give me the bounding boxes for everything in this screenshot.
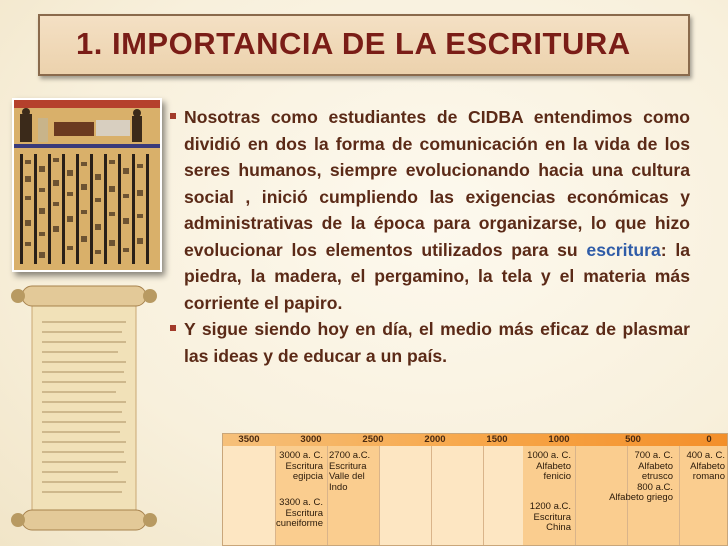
timeline-gridline xyxy=(431,446,432,546)
timeline-entry-etrusco: 700 a. C. Alfabeto etrusco 800 a.C. Alfabeto griego xyxy=(609,450,673,503)
timeline-entry-egipcia: 3000 a. C. Escritura egipcia xyxy=(279,450,323,482)
body-text xyxy=(184,104,690,369)
timeline-entry-romano: 400 a. C. Alfabeto romano xyxy=(686,450,725,482)
bullet-icon xyxy=(170,113,176,119)
timeline-year: 3000 xyxy=(300,434,322,445)
writing-timeline xyxy=(222,433,728,546)
timeline-year: 2000 xyxy=(424,434,446,445)
escritura-link[interactable]: escritura xyxy=(586,239,661,260)
parchment-scroll-image xyxy=(6,278,158,540)
timeline-entry-china: 1200 a.C. Escritura China xyxy=(529,501,571,533)
title-banner xyxy=(38,14,690,76)
bullet-icon xyxy=(170,325,176,331)
timeline-gridline xyxy=(379,446,380,546)
timeline-year: 2500 xyxy=(362,434,384,445)
timeline-gridline xyxy=(327,446,328,546)
page-title: 1. IMPORTANCIA DE LA ESCRITURA xyxy=(76,26,631,61)
timeline-entry-cuneiforme: 3300 a. C. Escritura cuneiforme xyxy=(276,497,323,529)
paragraph-2 xyxy=(184,316,690,369)
paragraph-2-text: Y sigue siendo hoy en día, el medio más eficaz de plasmar las ideas y de educar a un país. xyxy=(184,319,690,366)
paragraph-1-text: Nosotras como estudiantes de CIDBA entendimos como dividió en dos la forma de comunicación en la vida de los seres humanos, siempre evolucionando hacia una cultura social , inició cumpliendo las exigencias económicas y administrativas de la época para organizarse, lo que hizo evolucionar los elementos utilizados para su xyxy=(184,107,690,260)
timeline-year: 500 xyxy=(625,434,641,445)
paragraph-1-end: : la piedra, la madera, el pergamino, la tela y el materia más corriente el papiro. xyxy=(184,239,690,313)
timeline-year: 3500 xyxy=(238,434,260,445)
timeline-entry-fenicio: 1000 a. C. Alfabeto fenicio xyxy=(527,450,571,482)
paragraph-1 xyxy=(184,104,690,316)
timeline-year: 1000 xyxy=(548,434,570,445)
egyptian-papyrus-image xyxy=(12,98,162,272)
timeline-year: 1500 xyxy=(486,434,508,445)
timeline-year: 0 xyxy=(706,434,712,445)
timeline-entry-indo: 2700 a.C. Escritura Valle del Indo xyxy=(329,450,371,493)
timeline-gridline xyxy=(483,446,484,546)
